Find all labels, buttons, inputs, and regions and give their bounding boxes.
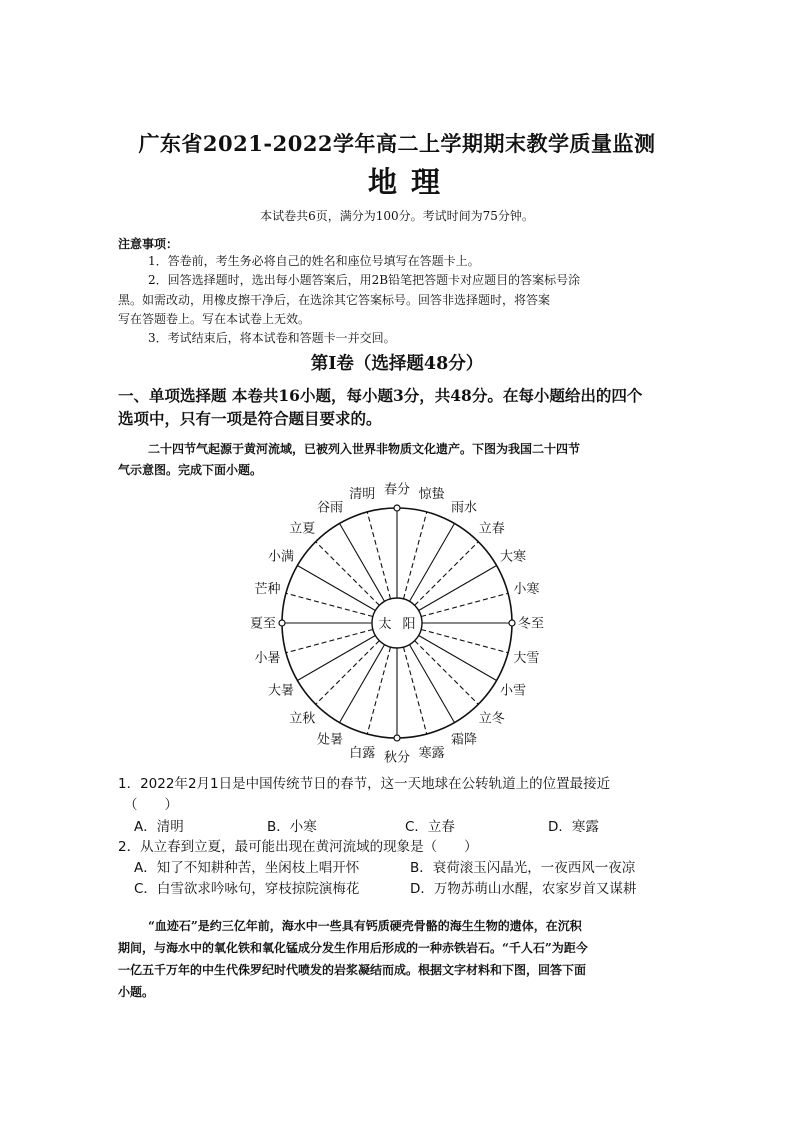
term-label: 冬至 (517, 616, 545, 632)
season-marker (279, 620, 285, 626)
q1-option-d[interactable]: D．寒露 (548, 819, 599, 835)
passage-line: “血迹石”是约三亿年前，海水中一些具有钙质硬壳骨骼的海生生物的遗体，在沉积 (148, 919, 582, 933)
part-instruction: 一、单项选择题 本卷共16小题，每小题3分，共48分。在每小题给出的四个 (118, 386, 643, 405)
term-label: 处暑 (316, 732, 344, 748)
season-marker (394, 505, 400, 511)
page-title: 广东省2021-2022学年高二上学期期末教学质量监测 (138, 131, 656, 156)
sun-label: 太 (378, 617, 392, 632)
subject-title: 地理 (367, 165, 454, 199)
term-label: 立春 (478, 521, 505, 537)
spoke-line (421, 629, 508, 652)
term-label: 大寒 (500, 549, 527, 565)
note-line: 黑。如需改动，用橡皮擦干净后，在选涂其它答案标号。回答非选择题时，将答案 (118, 293, 551, 307)
term-label: 惊蛰 (418, 487, 445, 503)
section-title: 第Ⅰ卷（选择题48分） (310, 354, 484, 374)
solar-terms-diagram (240, 482, 560, 764)
term-label: 雨水 (450, 500, 478, 516)
sun-label: 阳 (402, 617, 416, 632)
term-label: 谷雨 (316, 500, 344, 516)
q2-option-d[interactable]: D．万物苏萌山水醒，农家岁首又谋耕 (410, 881, 637, 897)
spoke-line (367, 512, 390, 599)
passage-line: 二十四节气起源于黄河流域，已被列入世界非物质文化遗产。下图为我国二十四节 (148, 442, 581, 456)
term-label: 小寒 (513, 581, 540, 597)
q1-option-c[interactable]: C．立春 (405, 819, 455, 835)
exam-info: 本试卷共6页，满分为100分。考试时间为75分钟。 (260, 209, 534, 223)
spoke-line (403, 647, 426, 734)
term-label: 寒露 (418, 745, 445, 761)
spoke-line (297, 636, 375, 681)
spoke-line (340, 645, 385, 723)
spoke-line (286, 593, 373, 616)
term-label: 白露 (349, 745, 376, 761)
part-instruction: 选项中，只有一项是符合题目要求的。 (118, 409, 382, 428)
spoke-line (410, 645, 455, 723)
q2-option-c[interactable]: C．白雪欲求吟咏句，穿枝掠院演梅花 (134, 881, 360, 897)
question-1-stem: 1．2022年2月1日是中国传统节日的春节，这一天地球在公转轨道上的位置最接近 (118, 776, 611, 792)
note-line: 2．回答选择题时，选出每小题答案后，用2B铅笔把答题卡对应题目的答案标号涂 (148, 273, 581, 287)
season-marker (394, 735, 400, 741)
term-label: 春分 (383, 482, 411, 498)
note-line: 1．答卷前，考生务必将自己的姓名和座位号填写在答题卡上。 (148, 254, 480, 268)
spoke-line (367, 647, 390, 734)
note-line: 3．考试结束后，将本试卷和答题卡一并交回。 (148, 331, 396, 345)
spoke-line (403, 512, 426, 599)
term-label: 夏至 (249, 616, 277, 632)
spoke-line (286, 629, 373, 652)
term-label: 霜降 (450, 732, 478, 748)
term-label: 立夏 (289, 521, 316, 537)
passage-line: 一亿五千万年的中生代侏罗纪时代喷发的岩浆凝结而成。根据文字材料和下图，回答下面 (118, 963, 587, 977)
term-label: 秋分 (383, 750, 411, 764)
spoke-line (421, 593, 508, 616)
spoke-line (419, 636, 497, 681)
q2-option-b[interactable]: B．衰荷滚玉闪晶光，一夜西风一夜凉 (410, 860, 636, 876)
term-label: 小暑 (254, 651, 281, 667)
question-2-stem: 2．从立春到立夏，最可能出现在黄河流域的现象是（ ） (118, 839, 478, 855)
spoke-line (297, 566, 375, 611)
term-label: 小雪 (500, 683, 527, 699)
term-label: 大雪 (513, 651, 540, 667)
spoke-line (415, 641, 479, 705)
term-label: 大暑 (267, 683, 294, 699)
term-label: 清明 (349, 487, 376, 503)
season-marker (509, 620, 515, 626)
spoke-line (410, 523, 455, 601)
q2-option-a[interactable]: A．知了不知耕种苦，坐闲枝上唱开怀 (134, 860, 360, 876)
notes-heading: 注意事项： (118, 237, 179, 251)
spoke-line (340, 523, 385, 601)
note-line: 写在答题卷上。写在本试卷上无效。 (118, 312, 311, 326)
spoke-line (415, 542, 479, 606)
term-label: 立秋 (289, 711, 316, 727)
spoke-line (316, 641, 380, 705)
q1-option-b[interactable]: B．小寒 (267, 819, 317, 835)
passage-line: 气示意图。完成下面小题。 (118, 463, 263, 477)
term-label: 芒种 (254, 581, 281, 597)
spoke-line (316, 542, 380, 606)
passage-line: 期间，与海水中的氧化铁和氧化锰成分发生作用后形成的一种赤铁岩石。“千人石”为距今 (118, 941, 588, 955)
question-1-bracket: （ ） (124, 797, 178, 813)
passage-line: 小题。 (118, 985, 155, 999)
spoke-line (419, 566, 497, 611)
term-label: 立冬 (478, 711, 505, 727)
term-label: 小满 (267, 549, 294, 565)
q1-option-a[interactable]: A．清明 (134, 819, 184, 835)
